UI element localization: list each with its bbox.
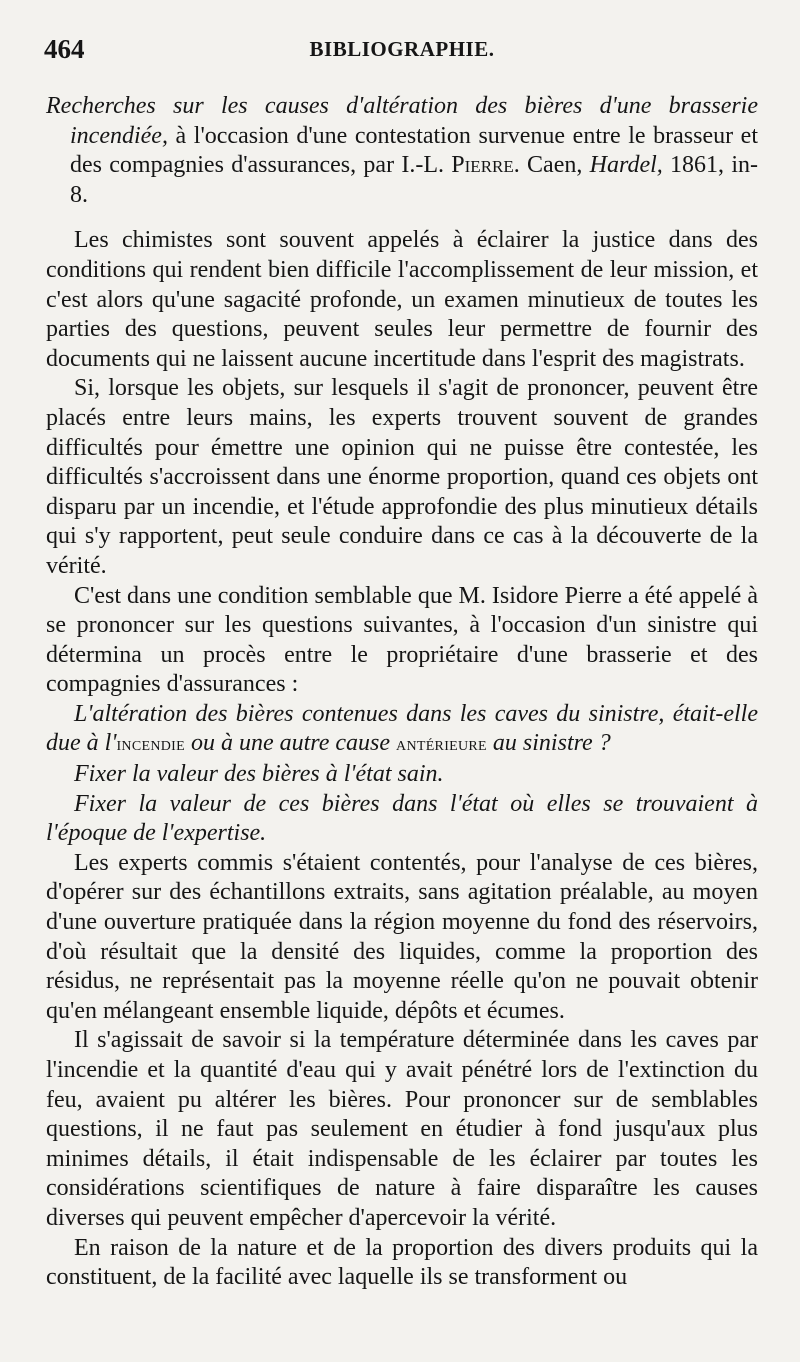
question-1-part-3: au sinistre ? bbox=[486, 730, 611, 757]
paragraph-2: Si, lorsque les objets, sur lesquels il s'agit de prononcer, peuvent être placés entre leurs mains, les experts trouvent souvent de grandes difficultés pour émettre une opinion qui ne puisse être contestée, les difficultés s'accroissent dans une énorme proportion, quand ces objets ont disparu par un incendie, et l'étude approfondie des plus minutieux détails qui s'y rapportent, peut seule conduire dans ce cas à la découverte de la vérité. bbox=[46, 375, 758, 579]
paragraph-3: C'est dans une condition semblable que M. Isidore Pierre a été appelé à se prononcer sur les questions suivantes, à l'occasion d'un sinistre qui détermina un procès entre le propriétaire d'une brasserie et des compagnies d'assurances : bbox=[46, 582, 758, 698]
paragraph-1: Les chimistes sont souvent appelés à éclairer la justice dans des conditions qui rendent bien difficile l'accomplissement de leur mission, et c'est alors qu'une sagacité profonde, un examen minutieux de toutes les parties des questions, peuvent seules leur permettre de fournir des documents qui ne laissent aucune incertitude dans l'esprit des magistrats. bbox=[46, 227, 758, 372]
paragraph-4: Les experts commis s'étaient contentés, pour l'analyse de ces bières, d'opérer sur des échantillons extraits, sans agitation préalable, au moyen d'une ouverture pratiquée dans la région moyenne du fond des réservoirs, d'où résultait que la densité des liquides, comme la proportion des résidus, ne représentait pas la moyenne réelle qu'on ne pouvait obtenir qu'en mélangeant ensemble liquide, dépôts et écumes. bbox=[46, 849, 758, 1024]
paragraph-5: Il s'agissait de savoir si la température déterminée dans les caves par l'incendie et la quantité d'eau qui y avait pénétré lors de l'extinction du feu, avaient pu altérer les bières. Pour prononcer sur de semblables questions, il ne faut pas seulement en étudier à fond jusqu'aux plus minimes détails, il était indispensable de les éclairer par toutes les considérations scientifiques de nature à faire disparaître les causes diverses qui peuvent empêcher d'apercevoir la vérité. bbox=[46, 1027, 758, 1231]
bibliographic-reference bbox=[46, 92, 758, 210]
reference-text: à l'occasion d'une contestation survenue entre le brasseur et des compagnies d'assurances, par I.-L. bbox=[70, 122, 758, 179]
question-1 bbox=[46, 700, 758, 760]
reference-author: Pierre bbox=[451, 152, 514, 179]
question-2: Fixer la valeur des bières à l'état sain. bbox=[74, 761, 444, 788]
question-1-part-2: ou à une autre cause bbox=[184, 730, 397, 757]
reference-publisher: Hardel, bbox=[589, 152, 663, 179]
reference-after-author: . Caen, bbox=[513, 152, 590, 179]
page-body bbox=[46, 92, 758, 1293]
reference-imprint: 1861, in-8. bbox=[70, 152, 758, 208]
running-title: BIBLIOGRAPHIE. bbox=[309, 37, 495, 61]
page-header bbox=[44, 34, 760, 66]
question-1-part-1: L'altération des bières contenues dans les caves du sinistre, était-elle due à l' bbox=[46, 700, 758, 757]
paragraph-6: En raison de la nature et de la proportion des divers produits qui la constituent, de la facilité avec laquelle ils se transforment ou bbox=[46, 1234, 758, 1291]
question-1-incendie: incendie bbox=[116, 733, 185, 756]
page-number: 464 bbox=[44, 34, 85, 64]
question-3: Fixer la valeur de ces bières dans l'état où elles se trouvaient à l'époque de l'expertise. bbox=[46, 790, 758, 847]
reference-title: Recherches sur les causes d'altération des bières d'une brasserie incendiée, bbox=[46, 93, 758, 149]
question-1-anterieure: antérieure bbox=[396, 733, 487, 756]
